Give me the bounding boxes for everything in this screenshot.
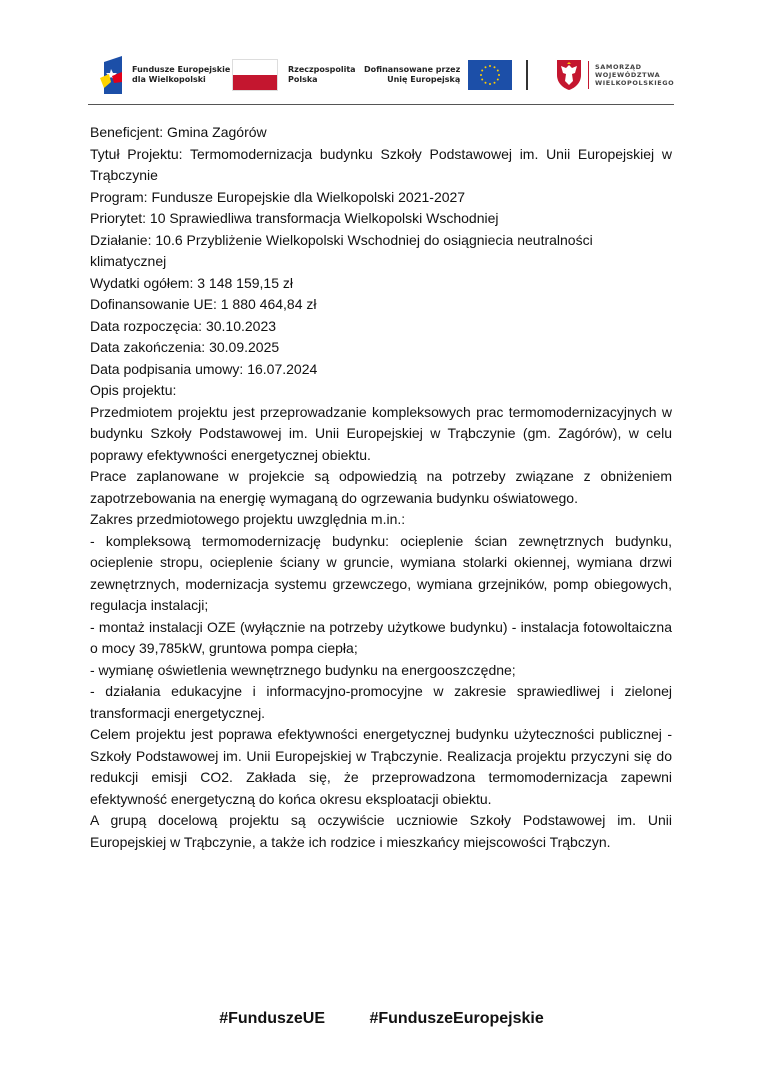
fundusze-europejskie-mark-icon — [100, 56, 124, 94]
header-divider — [88, 104, 674, 105]
paragraph: Przedmiotem projektu jest przeprowadzanie kompleksowych prac termomodernizacyjnych w budynku Szkoły Podstawowej im. Unii Europejskiej w Trąbczynie (gm. Zagórów), w celu poprawy efektywności energetycznej obiektu. — [90, 403, 672, 463]
field-dofinansowanie-ue: Dofinansowanie UE: 1 880 464,84 zł — [90, 296, 317, 312]
field-data-zakonczenia: Data zakończenia: 30.09.2025 — [90, 339, 280, 355]
wielkopolska-coat-of-arms-icon — [556, 59, 582, 91]
logo-line: Dofinansowane przez — [364, 65, 461, 74]
logo-line: WOJEWÓDZTWA — [595, 71, 661, 79]
paragraph: Prace zaplanowane w projekcie są odpowiedzią na potrzeby związane z obniżeniem zapotrzebowania na energię wymaganą do ogrzewania budynku oświatowego. — [90, 468, 672, 506]
polish-flag-icon — [232, 59, 278, 91]
samorzad-wojewodztwa-logo — [556, 54, 674, 96]
hashtag: #FunduszeUE — [219, 1010, 326, 1027]
dofinansowane-ue-logo — [364, 54, 512, 96]
logo-line: Unię Europejską — [387, 75, 461, 84]
list-item: - wymianę oświetlenia wewnętrznego budynku na energooszczędne; — [90, 661, 516, 678]
rzeczpospolita-polska-logo — [232, 54, 356, 96]
logo-line: dla Wielkopolski — [132, 75, 206, 84]
document-body — [90, 122, 672, 853]
paragraph: Celem projektu jest poprawa efektywności energetycznej budynku użyteczności publicznej - Szkoły Podstawowej im. Unii Europejskiej w Trąbczynie. Realizacja projektu przyczyni się do redukcji emisji CO2. Zakłada się, że przeprowadzona termomodernizacja zapewni efektywność energetyczną do końca okresu eksploatacji obiektu. — [90, 726, 672, 807]
logo-line: SAMORZĄD — [595, 63, 642, 71]
hashtag: #FunduszeEuropejskie — [369, 1010, 544, 1027]
field-wydatki-ogolem: Wydatki ogółem: 3 148 159,15 zł — [90, 274, 293, 291]
paragraph: A grupą docelową projektu są oczywiście uczniowie Szkoły Podstawowej im. Unii Europejskiej w Trąbczynie, a także ich rodzice i mieszkańcy miejscowości Trąbczyn. — [90, 812, 672, 850]
field-priorytet: Priorytet: 10 Sprawiedliwa transformacja Wielkopolski Wschodniej — [90, 210, 499, 226]
field-program: Program: Fundusze Europejskie dla Wielkopolski 2021-2027 — [90, 188, 466, 205]
logo-line: Polska — [288, 75, 318, 84]
logo-rule — [588, 61, 589, 89]
logo-bar — [96, 54, 674, 96]
logo-line: Rzeczpospolita — [288, 65, 356, 74]
logo-line: Fundusze Europejskie — [132, 65, 231, 74]
eu-flag-icon — [468, 60, 512, 90]
list-item: - działania edukacyjne i informacyjno-promocyjne w zakresie sprawiedliwej i zielonej transformacji energetycznej. — [90, 683, 672, 721]
list-item: - kompleksową termomodernizację budynku: ocieplenie ścian zewnętrznych budynku, ocieplenie stropu, ocieplenie ściany w gruncie, wymiana stolarki okiennej, wymiana drzwi zewnętrznych, modernizacja systemu grzewczego, wymiana grzejników, pomp obiegowych, regulacja instalacji; — [90, 532, 672, 613]
fundusze-europejskie-logo — [100, 54, 230, 96]
field-data-podpisania: Data podpisania umowy: 16.07.2024 — [90, 360, 318, 377]
field-tytul-projektu: Tytuł Projektu: Termomodernizacja budynku Szkoły Podstawowej im. Unii Europejskiej w Trąbczynie — [90, 145, 672, 183]
field-beneficjent: Beneficjent: Gmina Zagórów — [90, 124, 267, 140]
paragraph: Zakres przedmiotowego projektu uwzględnia m.in.: — [90, 511, 406, 527]
field-dzialanie: Działanie: 10.6 Przybliżenie Wielkopolski Wschodniej do osiągniecia neutralności klimatycznej — [90, 231, 593, 269]
logo-divider — [526, 60, 528, 90]
logo-line: WIELKOPOLSKIEGO — [595, 79, 675, 87]
section-heading-opis: Opis projektu: — [90, 382, 177, 398]
list-item: - montaż instalacji OZE (wyłącznie na potrzeby użytkowe budynku) - instalacja fotowoltaiczna o mocy 39,785kW, gruntowa pompa ciepła; — [90, 618, 672, 656]
footer-hashtags — [0, 1010, 763, 1028]
field-data-rozpoczecia: Data rozpoczęcia: 30.10.2023 — [90, 317, 277, 334]
